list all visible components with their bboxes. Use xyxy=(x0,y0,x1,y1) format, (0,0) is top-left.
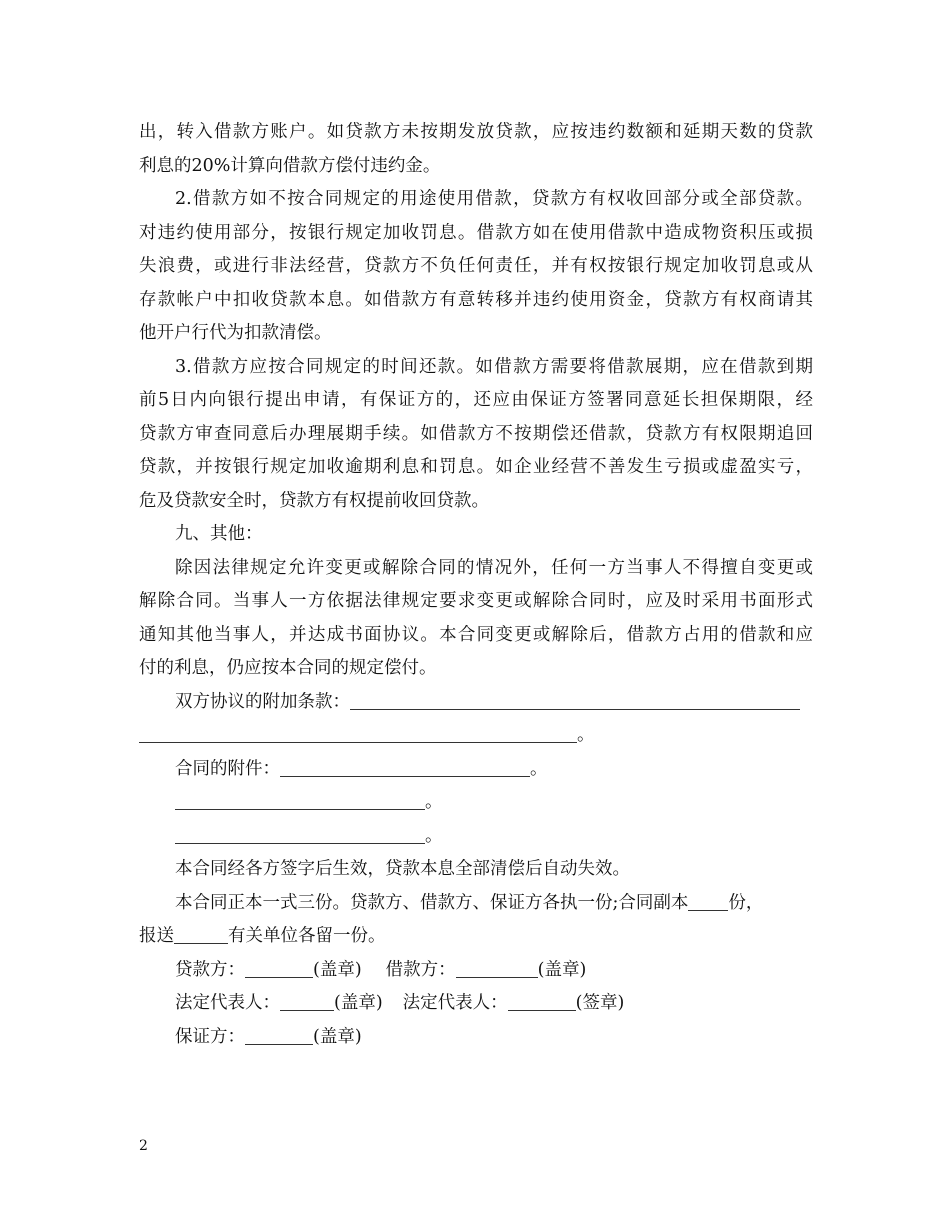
paragraph-line: 除因法律规定允许变更或解除合同的情况外，任何一方当事人不得擅自变更或 xyxy=(175,557,813,578)
paragraph-line: 他开户行代为扣款清偿。 xyxy=(139,323,332,343)
effective-clause: 本合同经各方签字后生效，贷款本息全部清偿后自动失效。 xyxy=(175,859,630,879)
paragraph-line: 贷款方审查同意后办理展期手续。如借款方不按期偿还借款，贷款方有权限期追回 xyxy=(139,423,813,444)
borrower-blank[interactable] xyxy=(456,961,538,978)
attachments-line-2 xyxy=(139,786,813,820)
send-prefix: 报送 xyxy=(139,926,174,946)
paragraph-line: 2.借款方如不按合同规定的用途使用借款，贷款方有权收回部分或全部贷款。 xyxy=(175,189,813,209)
attachments-line-3 xyxy=(139,820,813,854)
period: 。 xyxy=(425,825,443,846)
borrower-legal-rep-blank[interactable] xyxy=(508,994,576,1011)
borrower-label: 借款方： xyxy=(385,959,456,980)
copies-count-blank[interactable] xyxy=(688,894,728,911)
additional-terms-blank[interactable] xyxy=(350,693,800,710)
paragraph-line: 对违约使用部分，按银行规定加收罚息。借款方如在使用借款中造成物资积压或损 xyxy=(139,222,813,243)
lender-legal-rep-blank[interactable] xyxy=(280,994,334,1011)
lender-legal-rep-seal: (盖章) xyxy=(334,993,383,1013)
send-line xyxy=(139,920,813,954)
borrower-seal: (盖章) xyxy=(537,959,587,980)
guarantor-line xyxy=(139,1021,813,1055)
paragraph-line: 3.借款方应按合同规定的时间还款。如借款方需要将借款展期，应在借款到期 xyxy=(175,356,813,377)
lender-seal: (盖章) xyxy=(313,959,362,980)
attachments-line xyxy=(139,753,813,787)
paragraph-line: 付的利息，仍应按本合同的规定偿付。 xyxy=(139,658,437,678)
copies-clause-line xyxy=(139,887,813,921)
guarantor-label: 保证方： xyxy=(175,1026,245,1047)
lender-blank[interactable] xyxy=(245,961,313,978)
guarantor-blank[interactable] xyxy=(245,1028,313,1045)
period: 。 xyxy=(425,792,443,812)
paragraph-line: 危及贷款安全时，贷款方有权提前收回贷款。 xyxy=(139,490,489,511)
borrower-legal-rep-label: 法定代表人： xyxy=(402,993,508,1013)
paragraph-line: 前5日内向银行提出申请，有保证方的，还应由保证方签署同意延长担保期限，经 xyxy=(139,390,813,410)
section-heading: 九、其他： xyxy=(175,524,263,544)
additional-terms-label: 双方协议的附加条款： xyxy=(175,691,350,712)
paragraph-line: 贷款，并按银行规定加收逾期利息和罚息。如企业经营不善发生亏损或虚盈实亏， xyxy=(139,457,813,477)
copies-unit: 份， xyxy=(728,892,764,913)
period: 。 xyxy=(577,725,595,745)
send-count-blank[interactable] xyxy=(174,927,228,944)
paragraph-line: 出，转入借款方账户。如贷款方未按期发放贷款，应按违约数额和延期天数的贷款 xyxy=(139,122,813,142)
paragraph-line: 利息的20%计算向借款方偿付违约金。 xyxy=(139,155,441,176)
additional-terms-blank-2[interactable] xyxy=(139,726,577,743)
attachments-label: 合同的附件： xyxy=(175,758,280,779)
paragraph-line: 通知其他当事人，并达成书面协议。本合同变更或解除后，借款方占用的借款和应 xyxy=(139,624,813,645)
copies-clause: 本合同正本一式三份。贷款方、借款方、保证方各执一份;合同副本 xyxy=(175,892,689,913)
lender-label: 贷款方： xyxy=(175,959,245,980)
document-body xyxy=(139,116,813,1054)
paragraph-line: 解除合同。当事人一方依据法律规定要求变更或解除合同时，应及时采用书面形式 xyxy=(139,591,813,611)
lender-borrower-line xyxy=(139,954,813,988)
attachments-blank-2[interactable] xyxy=(175,793,425,810)
paragraph-line: 存款帐户中扣收贷款本息。如借款方有意转移并违约使用资金，贷款方有权商请其 xyxy=(139,289,813,310)
borrower-legal-rep-sign: (签章) xyxy=(575,993,625,1013)
period: 。 xyxy=(530,758,548,779)
page-number: 2 xyxy=(139,1138,148,1154)
lender-legal-rep-label: 法定代表人： xyxy=(175,993,280,1013)
legal-rep-line xyxy=(139,987,813,1021)
additional-terms-line xyxy=(139,686,813,720)
guarantor-seal: (盖章) xyxy=(313,1026,362,1047)
send-suffix: 有关单位各留一份。 xyxy=(228,926,386,946)
attachments-blank[interactable] xyxy=(280,760,530,777)
attachments-blank-3[interactable] xyxy=(175,827,425,844)
paragraph-line: 失浪费，或进行非法经营，贷款方不负任何责任，并有权按银行规定加收罚息或从 xyxy=(139,256,813,276)
additional-terms-continuation xyxy=(139,719,813,753)
